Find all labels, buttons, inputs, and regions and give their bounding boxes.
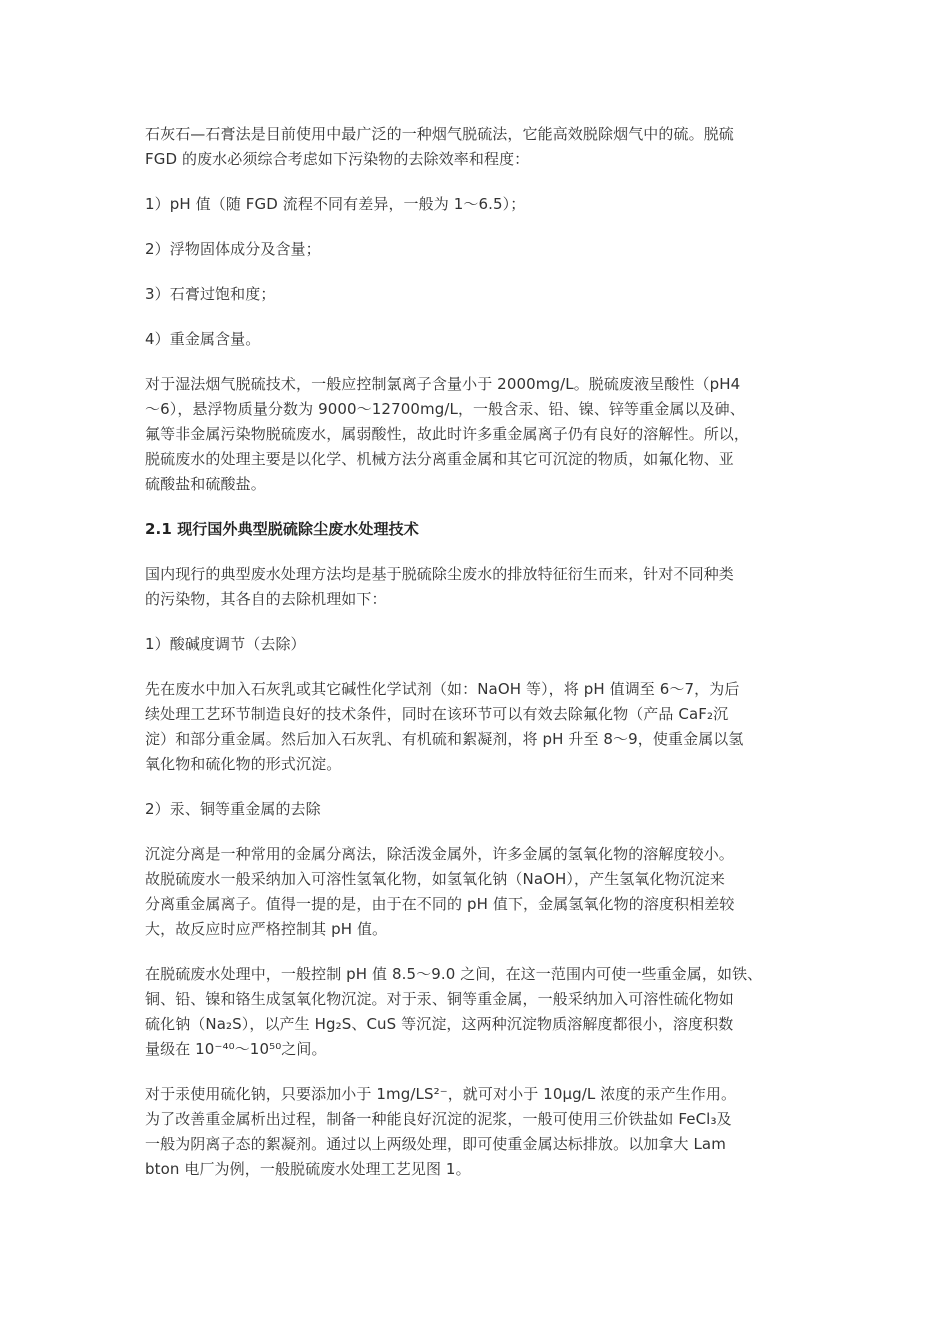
text-line: 2）汞、铜等重金属的去除 bbox=[145, 800, 321, 818]
text-line: 在脱硫废水处理中，一般控制 pH 值 8.5～9.0 之间，在这一范围内可使一些重金属，如铁、 bbox=[145, 965, 763, 983]
text-line: 对于汞使用硫化钠，只要添加小于 1mg/LS²⁻，就可对小于 10μg/L 浓度的汞产生作用。 bbox=[145, 1085, 737, 1103]
text-line: 故脱硫废水一般采纳加入可溶性氢氧化物，如氢氧化钠（NaOH），产生氢氧化物沉淀来 bbox=[145, 870, 726, 888]
text-line: 铜、铅、镍和铬生成氢氧化物沉淀。对于汞、铜等重金属，一般采纳加入可溶性硫化物如 bbox=[145, 990, 734, 1008]
paragraph bbox=[145, 562, 810, 612]
text-line: bton 电厂为例，一般脱硫废水处理工艺见图 1。 bbox=[145, 1160, 471, 1178]
text-line: 3）石膏过饱和度； bbox=[145, 285, 276, 303]
paragraph bbox=[145, 122, 810, 172]
paragraph bbox=[145, 632, 810, 657]
text-line: 2.1 现行国外典型脱硫除尘废水处理技术 bbox=[145, 520, 419, 538]
text-line: 对于湿法烟气脱硫技术，一般应控制氯离子含量小于 2000mg/L。脱硫废液呈酸性（pH4 bbox=[145, 375, 741, 393]
paragraph bbox=[145, 192, 810, 217]
text-line: 量级在 10⁻⁴⁰～10⁵⁰之间。 bbox=[145, 1040, 327, 1058]
paragraph bbox=[145, 797, 810, 822]
paragraph bbox=[145, 372, 810, 497]
text-line: 氧化物和硫化物的形式沉淀。 bbox=[145, 755, 342, 773]
text-line: 4）重金属含量。 bbox=[145, 330, 261, 348]
text-line: 2）浮物固体成分及含量； bbox=[145, 240, 321, 258]
paragraph bbox=[145, 677, 810, 777]
text-line: 续处理工艺环节制造良好的技术条件，同时在该环节可以有效去除氟化物（产品 CaF₂沉 bbox=[145, 705, 729, 723]
paragraph bbox=[145, 842, 810, 942]
text-line: 硫酸盐和硫酸盐。 bbox=[145, 475, 266, 493]
text-line: 国内现行的典型废水处理方法均是基于脱硫除尘废水的排放特征衍生而来，针对不同种类 bbox=[145, 565, 734, 583]
text-line: 为了改善重金属析出过程，制备一种能良好沉淀的泥浆，一般可使用三价铁盐如 FeCl₃及 bbox=[145, 1110, 732, 1128]
text-line: 硫化钠（Na₂S），以产生 Hg₂S、CuS 等沉淀，这两种沉淀物质溶解度都很小，溶度积数 bbox=[145, 1015, 734, 1033]
section-heading bbox=[145, 517, 810, 542]
text-line: 氟等非金属污染物脱硫废水，属弱酸性，故此时许多重金属离子仍有良好的溶解性。所以， bbox=[145, 425, 750, 443]
text-line: 的污染物，其各自的去除机理如下： bbox=[145, 590, 387, 608]
text-line: 先在废水中加入石灰乳或其它碱性化学试剂（如：NaOH 等），将 pH 值调至 6～7，为后 bbox=[145, 680, 740, 698]
text-line: 石灰石—石膏法是目前使用中最广泛的一种烟气脱硫法，它能高效脱除烟气中的硫。脱硫 bbox=[145, 125, 734, 143]
paragraph bbox=[145, 1082, 810, 1182]
text-line: 分离重金属离子。值得一提的是，由于在不同的 pH 值下，金属氢氧化物的溶度积相差较 bbox=[145, 895, 735, 913]
text-line: 淀）和部分重金属。然后加入石灰乳、有机硫和絮凝剂，将 pH 升至 8～9，使重金属以氢 bbox=[145, 730, 744, 748]
paragraph bbox=[145, 237, 810, 262]
text-line: ～6），悬浮物质量分数为 9000～12700mg/L，一般含汞、铅、镍、锌等重金属以及砷、 bbox=[145, 400, 745, 418]
paragraph bbox=[145, 327, 810, 352]
text-line: 1）pH 值（随 FGD 流程不同有差异，一般为 1～6.5）； bbox=[145, 195, 526, 213]
text-line: 大，故反应时应严格控制其 pH 值。 bbox=[145, 920, 388, 938]
text-line: 1）酸碱度调节（去除） bbox=[145, 635, 306, 653]
text-line: 一般为阴离子态的絮凝剂。通过以上两级处理，即可使重金属达标排放。以加拿大 Lam bbox=[145, 1135, 726, 1153]
text-line: FGD 的废水必须综合考虑如下污染物的去除效率和程度： bbox=[145, 150, 530, 168]
text-line: 脱硫废水的处理主要是以化学、机械方法分离重金属和其它可沉淀的物质，如氟化物、亚 bbox=[145, 450, 734, 468]
paragraph bbox=[145, 282, 810, 307]
text-line: 沉淀分离是一种常用的金属分离法，除活泼金属外，许多金属的氢氧化物的溶解度较小。 bbox=[145, 845, 734, 863]
paragraph bbox=[145, 962, 810, 1062]
